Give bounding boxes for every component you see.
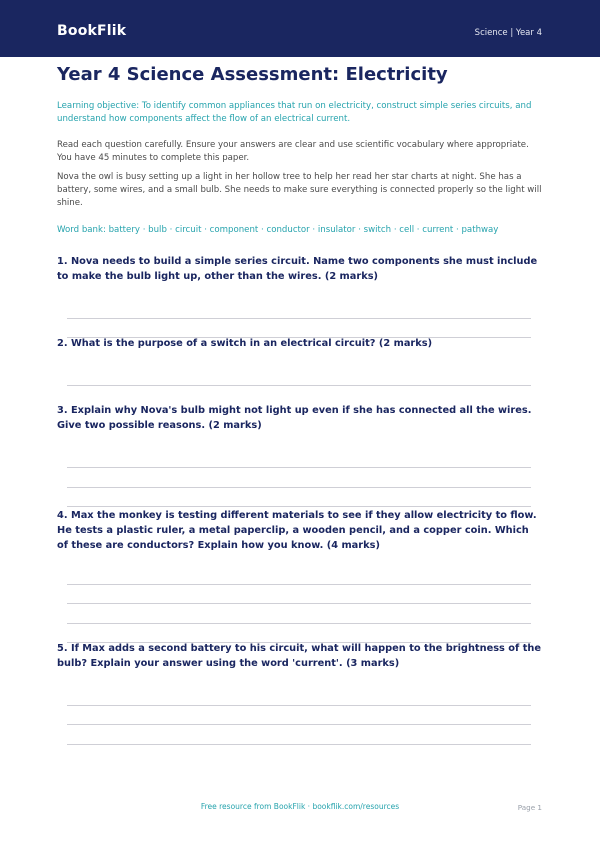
answer-line[interactable]: [67, 724, 531, 725]
question-3: 3. Explain why Nova's bulb might not light up even if she has connected all the wires. Give two possible reasons. (2 marks): [57, 405, 532, 431]
question-5: 5. If Max adds a second battery to his circuit, what will happen to the brightness of the bulb? Explain your answer using the word 'current'. (3 marks): [57, 643, 541, 669]
brand-logo[interactable]: BookFlik: [57, 23, 127, 39]
question-1: 1. Nova needs to build a simple series circuit. Name two components she must include to make the bulb light up, other than the wires. (2 marks): [57, 256, 538, 282]
page-number: Page 1: [517, 803, 542, 812]
answer-line[interactable]: [67, 506, 531, 507]
answer-line[interactable]: [67, 603, 531, 604]
answer-line[interactable]: [67, 705, 531, 706]
header-bar: [0, 0, 600, 57]
learning-objective: Learning objective: To identify common appliances that run on electricity, construct simple series circuits, and understand how components affect the flow of an electrical current.: [57, 101, 532, 124]
word-bank: Word bank: battery · bulb · circuit · component · conductor · insulator · switch · cell · current · pathway: [57, 225, 499, 235]
answer-line[interactable]: [67, 467, 531, 468]
page-title: Year 4 Science Assessment: Electricity: [57, 64, 448, 85]
answer-line[interactable]: [67, 584, 531, 585]
answer-line[interactable]: [67, 318, 531, 319]
question-2: 2. What is the purpose of a switch in an electrical circuit? (2 marks): [57, 338, 433, 349]
instructions: Read each question carefully. Ensure your answers are clear and use scientific vocabulary where appropriate. You have 45 minutes to complete this paper.: [57, 140, 529, 163]
story-intro: Nova the owl is busy setting up a light in her hollow tree to help her read her star charts at night. She has a battery, some wires, and a small bulb. She needs to make sure everything is connected properly so the light will shine.: [57, 172, 542, 208]
subject-year-label: Science | Year 4: [474, 28, 542, 38]
answer-line[interactable]: [67, 623, 531, 624]
answer-line[interactable]: [67, 744, 531, 745]
footer-resource-link[interactable]: Free resource from BookFlik · bookflik.com/resources: [200, 802, 400, 811]
question-4: 4. Max the monkey is testing different materials to see if they allow electricity to flow. He tests a plastic ruler, a metal paperclip, a wooden pencil, and a copper coin. Which of these are conductors? Explain how you know. (4 marks): [57, 510, 537, 551]
answer-line[interactable]: [67, 385, 531, 386]
answer-line[interactable]: [67, 487, 531, 488]
